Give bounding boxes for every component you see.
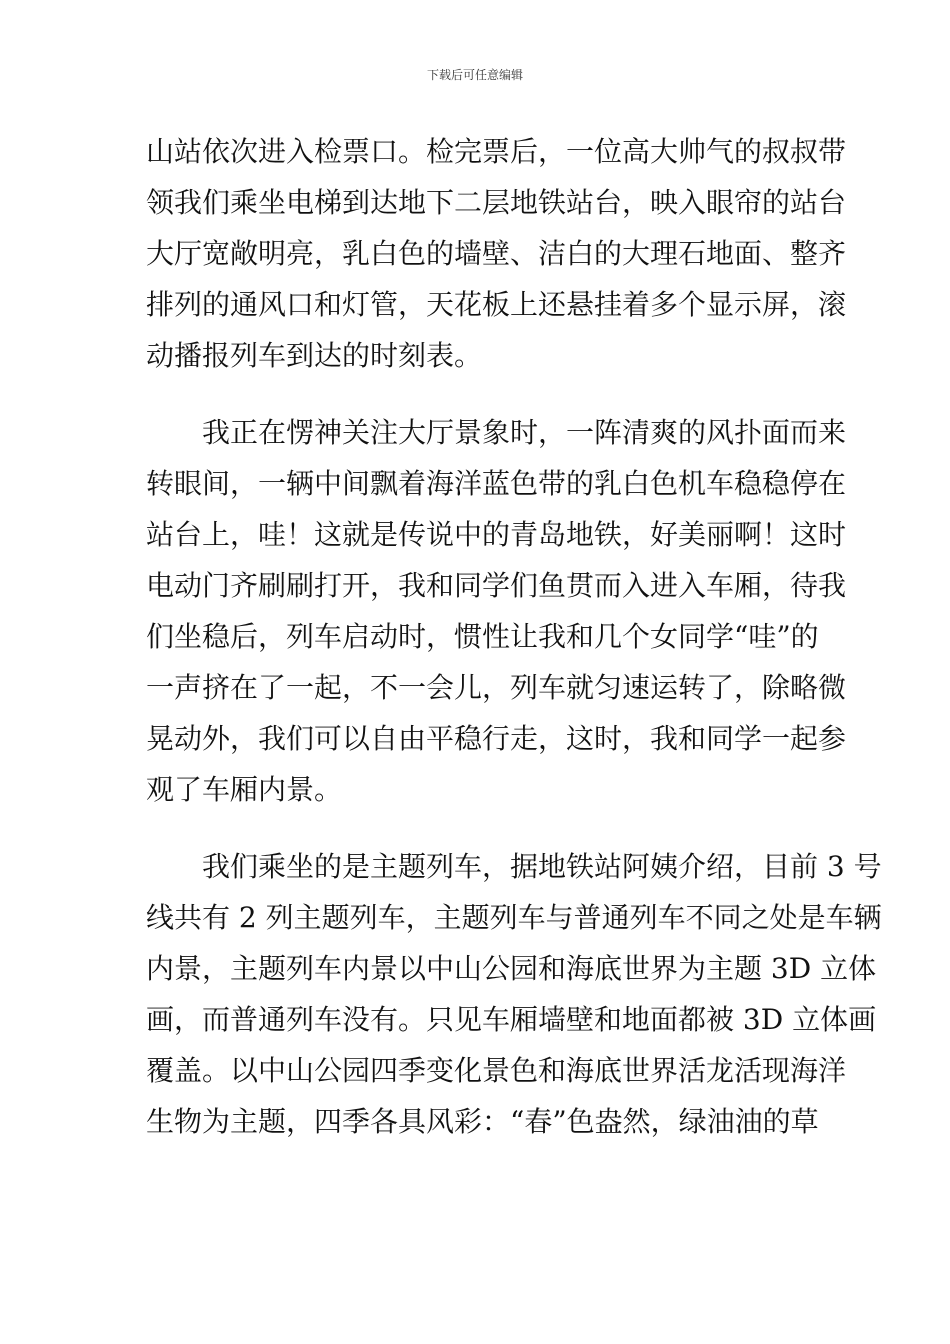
text-line: 画，而普通列车没有。只见车厢墙壁和地面都被 3D 立体画 (146, 1003, 877, 1036)
document-body (146, 126, 882, 1147)
text-line: 山站依次进入检票口。检完票后，一位高大帅气的叔叔带 (146, 135, 847, 168)
text-line: 动播报列车到达的时刻表。 (146, 339, 483, 372)
text-line: 内景，主题列车内景以中山公园和海底世界为主题 3D 立体 (146, 952, 877, 985)
text-line: 晃动外，我们可以自由平稳行走，这时，我和同学一起参 (146, 722, 847, 755)
text-line: 生物为主题，四季各具风彩：“春”色盎然，绿油油的草 (146, 1105, 819, 1138)
paragraph-1 (146, 126, 847, 381)
text-line: 转眼间，一辆中间飘着海洋蓝色带的乳白色机车稳稳停在 (146, 467, 847, 500)
text-line: 电动门齐刷刷打开，我和同学们鱼贯而入进入车厢，待我 (146, 569, 847, 602)
text-line: 大厅宽敞明亮，乳白色的墙壁、洁白的大理石地面、整齐 (146, 237, 847, 270)
text-line: 我正在愣神关注大厅景象时，一阵清爽的风扑面而来 (202, 416, 847, 449)
text-line: 线共有 2 列主题列车，主题列车与普通列车不同之处是车辆 (146, 901, 882, 934)
text-line: 覆盖。以中山公园四季变化景色和海底世界活龙活现海洋 (146, 1054, 847, 1087)
text-line: 排列的通风口和灯管，天花板上还悬挂着多个显示屏，滚 (146, 288, 847, 321)
text-line: 领我们乘坐电梯到达地下二层地铁站台，映入眼帘的站台 (146, 186, 847, 219)
text-line: 站台上，哇！这就是传说中的青岛地铁，好美丽啊！这时 (146, 518, 847, 551)
text-line: 我们乘坐的是主题列车，据地铁站阿姨介绍，目前 3 号 (202, 850, 882, 883)
text-line: 观了车厢内景。 (146, 773, 343, 806)
page-header: 下载后可任意编辑 (426, 68, 523, 82)
paragraph-2 (146, 407, 847, 815)
text-line: 一声挤在了一起，不一会儿，列车就匀速运转了，除略微 (146, 671, 847, 704)
paragraph-3 (146, 841, 882, 1147)
text-line: 们坐稳后，列车启动时，惯性让我和几个女同学“哇”的 (146, 620, 819, 653)
